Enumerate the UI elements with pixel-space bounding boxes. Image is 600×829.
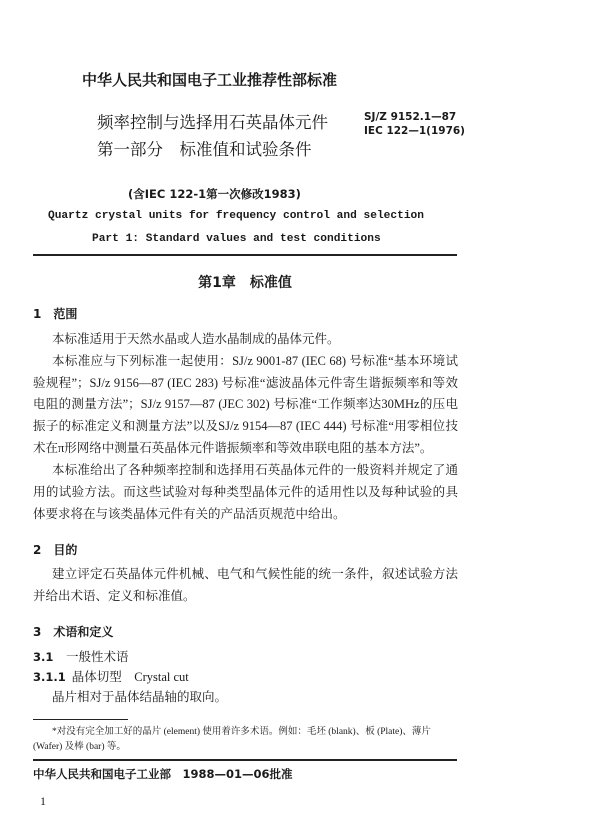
paragraph-line: 程”；SJ/z 9156—87 (IEC 283) 号标准“滤波晶体元件寄生谐振频率和等效电阻的测量 [33, 375, 458, 412]
header-divider [33, 254, 457, 256]
paragraph [33, 460, 458, 526]
paragraph [33, 564, 458, 608]
paragraph-line: 本标准给出了各种频率控制和选择用石英晶体元件的一般资料并规定了通用的试验方 [33, 463, 458, 499]
document-title-line1: 频率控制与选择用石英晶体元件 [97, 113, 328, 132]
paragraph-line: 本标准适用于天然水晶或人造水晶制成的晶体元件。 [52, 331, 340, 346]
footnote-line: 棒 (bar) 等。 [74, 742, 126, 753]
english-title-line2: Part 1: Standard values and test conditions [92, 233, 381, 245]
paragraph-line: 测量方法”以及SJ/z 9154—87 (IEC 444) 号标准“用零相位技术在π形网络中测量石英 [33, 419, 458, 456]
paragraph-line: 晶体元件谐振频率和等效串联电阻的基本方法”。 [164, 441, 433, 456]
section-3-1-1-number: 3.1.1 [33, 670, 66, 685]
amendment-note: (含IEC 122-1第一次修改1983) [128, 187, 301, 201]
chapter-title: 第1章 标准值 [198, 275, 292, 291]
iec-number: IEC 122—1(1976) [364, 125, 465, 137]
paragraph-line: 定义和标准值。 [108, 589, 196, 604]
paragraph [33, 351, 458, 460]
standard-number: SJ/Z 9152.1—87 [364, 111, 457, 123]
footnote-line: *对没有完全加工好的晶片 (element) 使用着许多术语。例如：毛坯 (blank)、板 (Plate)、薄片 (Wafer) 及 [33, 726, 431, 753]
paragraph-line: 建立评定石英晶体元件机械、电气和气候性能的统一条件，叙述试验方法并给出术语、 [33, 567, 458, 604]
section-3-1-1-title: 晶体切型 Crystal cut [71, 670, 189, 685]
document-title-line2: 第一部分 标准值和试验条件 [97, 140, 312, 159]
document-header [0, 0, 600, 250]
paragraph [33, 687, 458, 709]
paragraph-line: 法。而这些试验对每种类型晶体元件的适用性以及每种试验的具体要求将在与该类晶体元件 [33, 484, 458, 521]
section-1-heading: 1 范围 [33, 307, 78, 321]
section-3-heading: 3 术语和定义 [33, 625, 114, 640]
page-number: 1 [40, 794, 46, 809]
paragraph-line: 有关的产品活页规范中给出。 [183, 506, 346, 521]
paragraph-line: 本标准应与下列标准一起使用：SJ/z 9001-87 (IEC 68) 号标准“基本环境试验规 [33, 353, 458, 390]
section-3-1-number: 3.1 [33, 650, 54, 665]
agency-line: 中华人民共和国电子工业推荐性部标准 [82, 71, 338, 89]
footnote-divider [33, 719, 128, 720]
english-title-line1: Quartz crystal units for frequency control and selection [48, 210, 424, 222]
section-3-1-title: 一般性术语 [66, 650, 129, 665]
footnote [33, 725, 458, 755]
section-3-1 [33, 647, 458, 667]
section-3-1-1 [33, 667, 458, 687]
paragraph [33, 329, 458, 351]
approval-line: 中华人民共和国电子工业部 1988—01—06批准 [33, 767, 293, 782]
document-body [0, 254, 600, 829]
paragraph-line: 方法”；SJ/z 9157—87 (JEC 302) 号标准“工作频率达30MHz的压电振子的标准定义和 [33, 397, 458, 434]
section-2-heading: 2 目的 [33, 542, 78, 557]
paragraph-line: 晶片相对于晶体结晶轴的取向。 [52, 690, 228, 705]
